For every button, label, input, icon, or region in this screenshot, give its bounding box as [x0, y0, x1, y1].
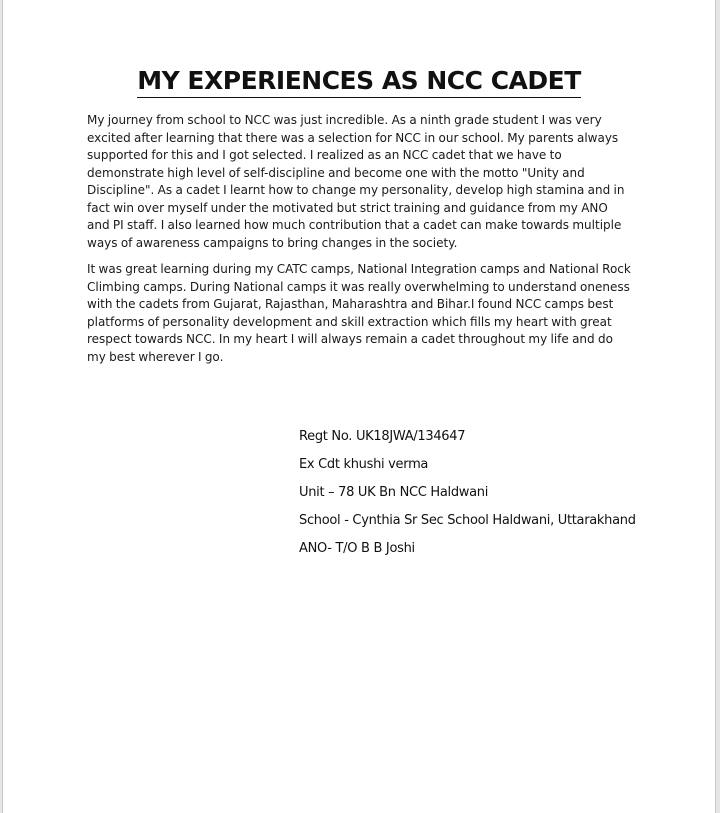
paragraph-1: My journey from school to NCC was just incredible. As a ninth grade student I was very excited after learning that there was a selection for NCC in our school. My parents always supported for this and I got selected. I realized as an NCC cadet that we have to demonstrate high level of self-discipline and become one with the motto "Unity and Discipline". As a cadet I learnt how to change my personality, develop high stamina and in fact win over myself under the motivated but strict training and guidance from my ANO and PI staff. I also learned how much contribution that a cadet can make towards multiple ways of awareness campaigns to bring changes in the society. [87, 113, 625, 250]
document-title-text: MY EXPERIENCES AS NCC CADET [137, 66, 581, 98]
unit: Unit – 78 UK Bn NCC Haldwani [299, 485, 489, 500]
paragraph-2: It was great learning during my CATC camps, National Integration camps and National Rock Climbing camps. During National camps it was really overwhelming to understand oneness with the cadets from Gujarat, Rajasthan, Maharashtra and Bihar.I found NCC camps best platforms of personality development and skill extraction which fills my heart with great respect towards NCC. In my heart I will always remain a cadet throughout my life and do my best wherever I go. [87, 262, 631, 364]
school: School - Cynthia Sr Sec School Haldwani, Uttarakhand [299, 513, 636, 528]
document-title [3, 66, 715, 98]
signature-block [299, 428, 636, 568]
cadet-name: Ex Cdt khushi verma [299, 457, 429, 472]
regt-no: Regt No. UK18JWA/134647 [299, 429, 466, 444]
document-page [2, 0, 716, 813]
ano: ANO- T/O B B Joshi [299, 541, 415, 556]
